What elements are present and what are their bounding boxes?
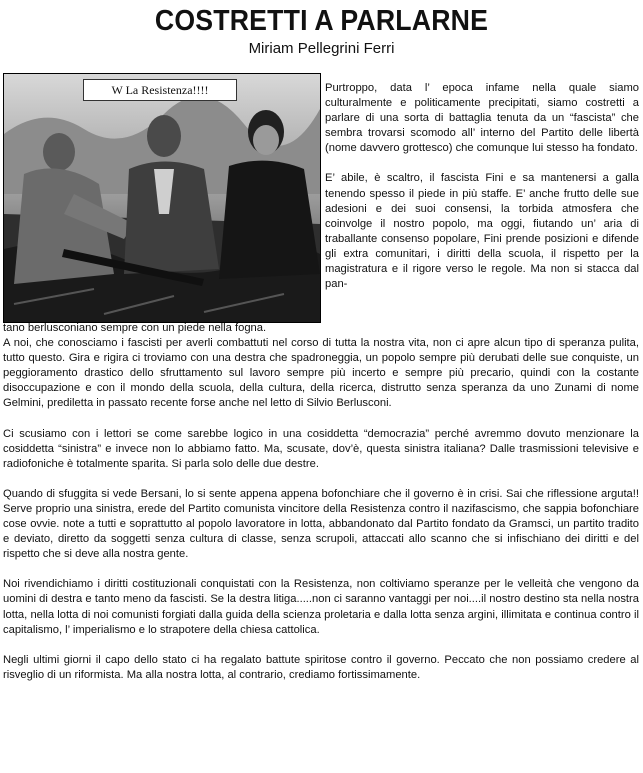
paragraph: Purtroppo, data l’ epoca infame nella quale siamo culturalmente e politicamente precipitati, siamo costretti a parlare di una sorta di battaglia tenuta da un “fascista” che sembra trovarsi scomodo all’ interno del Partito delle libertà (nome davvero grottesco) che comunque lui stesso ha fondato.: [325, 82, 639, 155]
article-author: Miriam Pellegrini Ferri: [248, 40, 395, 57]
paragraph: Negli ultimi giorni il capo dello stato ci ha regalato battute spiritose contro il governo. Peccato che non possiamo credere al risveglio di un riformista. Ma alla nostra lotta, al contrario, crediamo fortissimamente.: [3, 653, 639, 681]
resistance-photo: [3, 73, 321, 323]
main-column: [3, 321, 639, 683]
paragraph: Noi rivendichiamo i diritti costituzionali conquistati con la Resistenza, non coltiviamo speranze per le velleità che vengono da uomini di destra e tanto meno da fascisti. Se la destra litiga.....non ci saranno vantaggi per noi....il nostro destino sta nella nostra lotta, nella lotta di noi comunisti forgiati dalla guida della scienza proletaria e dalla lotta senza argini, illimitata e continua contro il capitalismo, l’ imperialismo e lo strapotere della chiesa cattolica.: [3, 578, 639, 636]
paragraph-continuation: tano berlusconiano sempre con un piede nella fogna.: [3, 322, 267, 334]
paragraph: E’ abile, è scaltro, il fascista Fini e sa mantenersi a galla tenendo spesso il piede in più staffe. E’ anche frutto delle sue adesioni e dei suoi consensi, la torbida atmosfera che coinvolge il nostro popolo, ma oggi, fiutando un’ aria di traballante consenso popolare, Fini prende posizioni e difende gli extra comunitari, i diritti della scuola, il rispetto per la magistratura e il rigore verso le regole. Ma non si stacca dal pan-: [325, 172, 639, 291]
partisans-photo-image: [4, 74, 320, 322]
side-column: [325, 81, 639, 292]
paragraph: Ci scusiamo con i lettori se come sarebbe logico in una cosiddetta “democrazia” perché avremmo dovuto menzionare la cosiddetta “sinistra” e invece non lo abbiamo fatto. Ma, scusate, dov’è, questa sinistra italiana? Dalle trasmissioni televisive e radiofoniche è totalmente sparita. Si parla solo delle due destre.: [3, 427, 639, 470]
article-title: COSTRETTI A PARLARNE: [154, 5, 489, 37]
paragraph: Quando di sfuggita si vede Bersani, lo si sente appena appena bofonchiare che il governo è in crisi. Sai che riflessione arguta!! Serve proprio una sinistra, erede del Partito comunista vincitore della Resistenza contro il nazifascismo, che sappia bofonchiare cose ovvie. note a tutti e soprattutto al popolo lavoratore in lotta, abbandonato dal Partito fondato da Gramsci, un partito tradito e deviato, diretto da soggetti senza cultura di classe, senza scrupoli, attaccati allo scanno che si infischiano dei diritti e del rispetto che si deve alla nostra gente.: [3, 487, 639, 561]
paragraph: A noi, che conosciamo i fascisti per averli combattuti nel corso di tutta la nostra vita, non ci apre alcun tipo di speranza pulita, tutto questo. Gira e rigira ci troviamo con una destra che spadroneggia, un popolo sempre più derubati delle sue conquiste, un peggioramento drastico dello sfruttamento sul lavoro sempre più incerto e sempre più precario, quindi con la costante disoccupazione e con il mondo della scuola, della cultura, della ricerca, distrutto senza speranza da uno Zunami di nome Gelmini, prediletta in passato recente forse anche nel letto di Silvio Berlusconi.: [3, 337, 639, 410]
photo-caption: W La Resistenza!!!!: [83, 79, 237, 101]
